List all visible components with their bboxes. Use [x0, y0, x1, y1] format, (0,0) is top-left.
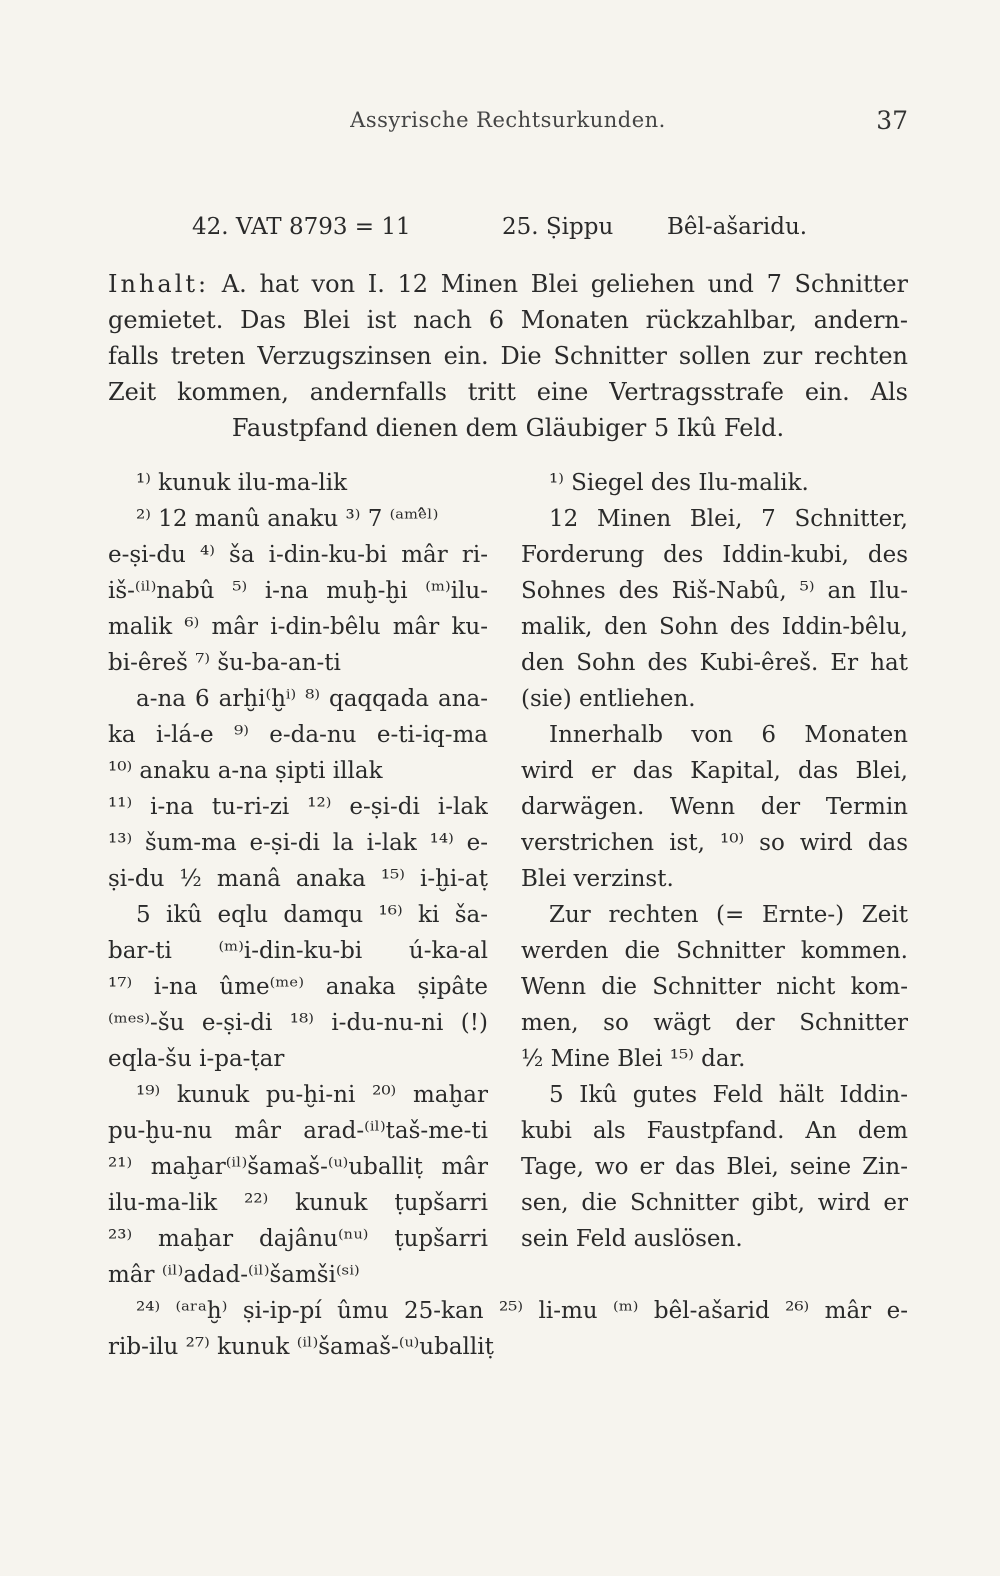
translation-line: darwägen. Wenn der Termin: [521, 794, 908, 820]
translation-line: men, so wägt der Schnitter: [521, 1010, 908, 1036]
running-head: Assyrische Rechtsurkunden.: [350, 108, 666, 132]
entry-name: Bêl-ašaridu.: [667, 214, 808, 240]
summary-line: Inhalt: A. hat von I. 12 Minen Blei geliehen und 7 Schnitter: [108, 270, 908, 298]
date-formula-line: rib-ilu ²⁷⁾ kunuk ⁽ⁱˡ⁾šamaš-⁽ᵘ⁾uballiṭ: [108, 1334, 494, 1360]
transliteration-line: bar-ti ⁽ᵐ⁾i-din-ku-bi ú-ka-al: [108, 938, 488, 964]
translation-line: 12 Minen Blei, 7 Schnitter,: [549, 506, 908, 532]
transliteration-line: malik ⁶⁾ mâr i-din-bêlu mâr ku-: [108, 614, 488, 640]
transliteration-line: ¹⁷⁾ i-na ûme⁽ᵐᵉ⁾ anaka ṣipâte: [108, 974, 488, 1000]
transliteration-line: a-na 6 arḫi⁽ḫⁱ⁾ ⁸⁾ qaqqada ana-: [136, 686, 488, 712]
page-number: 37: [876, 106, 908, 135]
transliteration-line: eqla-šu i-pa-ṭar: [108, 1046, 285, 1072]
transliteration-line: ²¹⁾ maḫar⁽ⁱˡ⁾šamaš-⁽ᵘ⁾uballiṭ mâr: [108, 1154, 488, 1180]
translation-line: Tage, wo er das Blei, seine Zin-: [521, 1154, 908, 1180]
transliteration-line: ¹⁹⁾ kunuk pu-ḫi-ni ²⁰⁾ maḫar: [136, 1082, 488, 1108]
translation-line: Blei verzinst.: [521, 866, 674, 892]
summary-line: Zeit kommen, andernfalls tritt eine Vertragsstrafe ein. Als: [108, 378, 908, 406]
entry-date: 25. Ṣippu: [502, 214, 614, 240]
transliteration-line: ¹¹⁾ i-na tu-ri-zi ¹²⁾ e-ṣi-di i-lak: [108, 794, 488, 820]
transliteration-line: e-ṣi-du ⁴⁾ ša i-din-ku-bi mâr ri-: [108, 542, 488, 568]
transliteration-line: ṣi-du ½ manâ anaka ¹⁵⁾ i-ḫi-aṭ: [108, 866, 488, 892]
transliteration-line: bi-êreš ⁷⁾ šu-ba-an-ti: [108, 650, 341, 676]
transliteration-line: pu-ḫu-nu mâr arad-⁽ⁱˡ⁾taš-me-ti: [108, 1118, 488, 1144]
translation-line: sen, die Schnitter gibt, wird er: [521, 1190, 908, 1216]
transliteration-line: iš-⁽ⁱˡ⁾nabû ⁵⁾ i-na muḫ-ḫi ⁽ᵐ⁾ilu-: [108, 578, 488, 604]
translation-line: (sie) entliehen.: [521, 686, 696, 712]
translation-line: Zur rechten (= Ernte-) Zeit: [549, 902, 908, 928]
book-page: [108, 0, 908, 1576]
translation-line: sein Feld auslösen.: [521, 1226, 743, 1252]
translation-line: Innerhalb von 6 Monaten: [549, 722, 908, 748]
summary-label: Inhalt:: [108, 270, 210, 298]
transliteration-column: [108, 465, 488, 1293]
transliteration-line: ²³⁾ maḫar dajânu⁽ⁿᵘ⁾ ṭupšarri: [108, 1226, 488, 1252]
transliteration-line: ilu-ma-lik ²²⁾ kunuk ṭupšarri: [108, 1190, 488, 1216]
translation-line: Sohnes des Riš-Nabû, ⁵⁾ an Ilu-: [521, 578, 908, 604]
summary-line: gemietet. Das Blei ist nach 6 Monaten rückzahlbar, andern-: [108, 306, 908, 334]
date-formula: [108, 1293, 908, 1365]
transliteration-line: ka i-lá-e ⁹⁾ e-da-nu e-ti-iq-ma: [108, 722, 488, 748]
transliteration-line: ¹⁰⁾ anaku a-na ṣipti illak: [108, 758, 383, 784]
transliteration-line: ⁽ᵐᵉˢ⁾-šu e-ṣi-di ¹⁸⁾ i-du-nu-ni (!): [108, 1010, 488, 1036]
summary-line: falls treten Verzugszinsen ein. Die Schnitter sollen zur rechten: [108, 342, 908, 370]
transliteration-line: 5 ikû eqlu damqu ¹⁶⁾ ki ša-: [136, 902, 488, 928]
translation-line: werden die Schnitter kommen.: [521, 938, 908, 964]
translation-line: Wenn die Schnitter nicht kom-: [521, 974, 908, 1000]
transliteration-line: ¹⁾ kunuk ilu-ma-lik: [136, 470, 348, 496]
transliteration-line: mâr ⁽ⁱˡ⁾adad-⁽ⁱˡ⁾šamši⁽ˢⁱ⁾: [108, 1262, 360, 1288]
page-header: [108, 108, 908, 144]
translation-line: kubi als Faustpfand. An dem: [521, 1118, 908, 1144]
translation-line: wird er das Kapital, das Blei,: [521, 758, 908, 784]
translation-column: [521, 465, 908, 1257]
translation-line: den Sohn des Kubi-êreš. Er hat: [521, 650, 908, 676]
entry-heading: [192, 214, 832, 250]
translation-line: ¹⁾ Siegel des Ilu-malik.: [549, 470, 809, 496]
translation-line: Forderung des Iddin-kubi, des: [521, 542, 908, 568]
transliteration-line: ¹³⁾ šum-ma e-ṣi-di la i-lak ¹⁴⁾ e-: [108, 830, 488, 856]
translation-line: 5 Ikû gutes Feld hält Iddin-: [549, 1082, 908, 1108]
translation-line: malik, den Sohn des Iddin-bêlu,: [521, 614, 908, 640]
summary-line: Faustpfand dienen dem Gläubiger 5 Ikû Feld.: [231, 414, 785, 442]
content-summary: [108, 266, 908, 446]
translation-line: verstrichen ist, ¹⁰⁾ so wird das: [521, 830, 908, 856]
translation-line: ½ Mine Blei ¹⁵⁾ dar.: [521, 1046, 746, 1072]
transliteration-line: ²⁾ 12 manû anaku ³⁾ 7 ⁽ᵃᵐᵉ̂ˡ⁾: [136, 506, 439, 532]
date-formula-line: ²⁴⁾ ⁽ᵃʳᵃḫ⁾ ṣi-ip-pí ûmu 25-kan ²⁵⁾ li-mu ⁽ᵐ⁾ bêl-ašarid ²⁶⁾ mâr e-: [136, 1298, 908, 1324]
entry-number: 42. VAT 8793 = 11: [192, 214, 411, 240]
